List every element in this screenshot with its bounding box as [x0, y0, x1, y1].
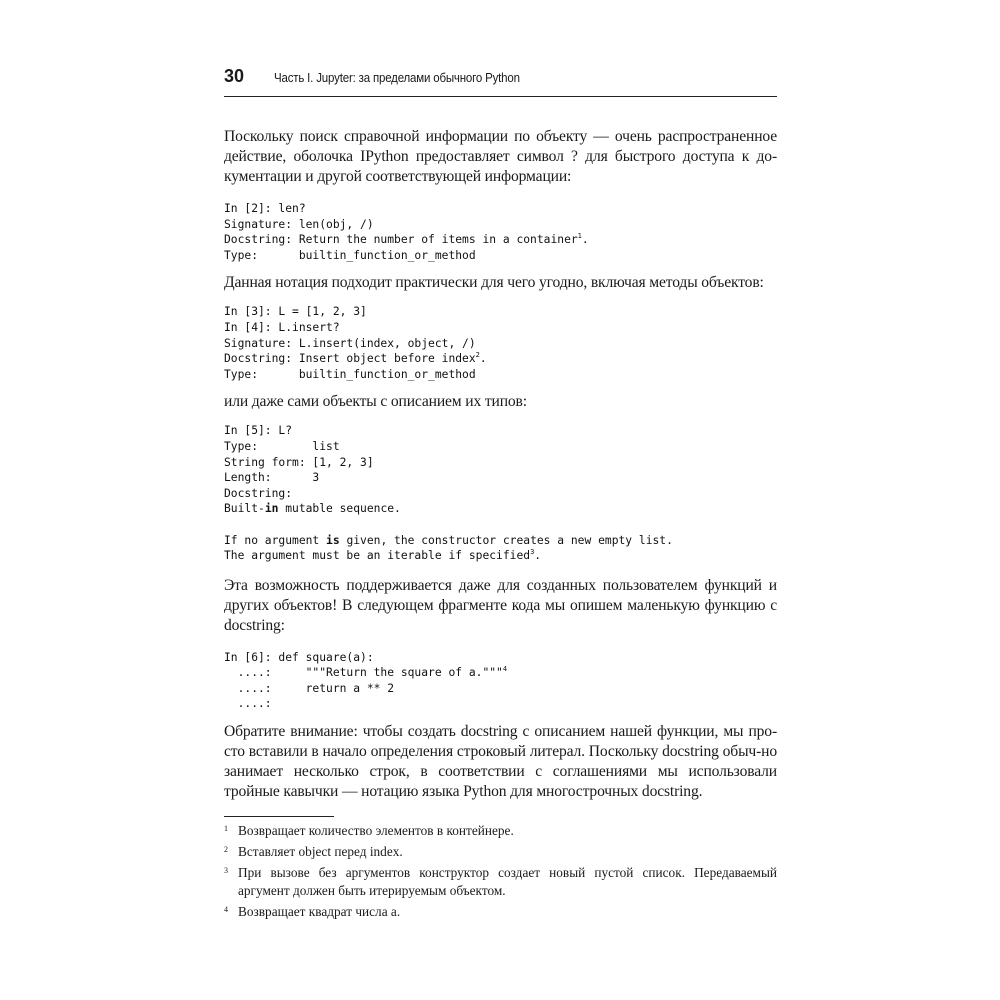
code-line: Docstring: Insert object before index [224, 352, 476, 366]
code-keyword: in [264, 502, 279, 516]
code-line: given, the constructor creates a new empty list. [339, 533, 673, 547]
page-number: 30 [224, 66, 245, 86]
code-block-square [224, 650, 777, 712]
paragraph-objects: или даже сами объекты с описанием их типов: [224, 393, 527, 411]
footnote-ref: 3 [530, 548, 535, 557]
code-line: ....: [224, 697, 272, 711]
footnote-mark: 3 [224, 866, 228, 876]
code-keyword: is [326, 533, 340, 547]
code-line: Length: 3 [224, 471, 320, 485]
code-line: Type: list [224, 439, 340, 453]
code-line: Signature: L.insert(index, object, /) [224, 336, 476, 350]
footnote-ref: 1 [577, 232, 582, 241]
footnote [224, 864, 777, 900]
code-line: Docstring: [224, 486, 293, 500]
code-line: mutable sequence. [278, 502, 401, 516]
footnotes [224, 822, 777, 921]
code-line: Type: builtin_function_or_method [224, 248, 476, 262]
code-line: Docstring: Return the number of items in a container [224, 233, 578, 247]
footnote-mark: 1 [224, 824, 228, 834]
footnote-mark: 2 [224, 845, 228, 855]
code-tail: . [581, 233, 589, 247]
book-page [224, 66, 777, 921]
footnote-divider [224, 816, 334, 817]
paragraph-user-functions: Эта возможность поддерживается даже для созданных пользователем функций и других объектов! В следующем фрагменте кода мы опишем маленькую функцию с docstring: [224, 576, 777, 634]
code-line: String form: [1, 2, 3] [224, 455, 374, 469]
code-line: In [4]: L.insert? [224, 320, 340, 334]
code-line: Built- [224, 502, 265, 516]
code-line: The argument must be an iterable if specified [224, 549, 531, 563]
code-line: ....: """Return the square of a.""" [224, 666, 503, 680]
code-line: In [2]: len? [224, 202, 306, 215]
footnote-text: При вызове без аргументов конструктор создает новый пустой список. Передаваемый аргумент должен быть итерируемым объектом. [238, 865, 777, 899]
footnote-text: Вставляет object перед index. [238, 844, 403, 860]
paragraph-docstring-note: Обратите внимание: чтобы создать docstring с описанием нашей функции, мы про-сто вставили в начало определения строковый литерал. Поскольку docstring обыч-но занимает несколько строк, в соответствии с соглашениями мы использовали тройные кавычки — нотацию языка Python для многострочных docstring. [224, 723, 777, 801]
paragraph-methods: Данная нотация подходит практически для чего угодно, включая методы объектов: [224, 274, 764, 292]
footnote-ref: 4 [502, 665, 508, 674]
running-head: Часть I. Jupyter: за пределами обычного Python [274, 71, 520, 85]
footnote-mark: 4 [224, 905, 228, 915]
footnote [224, 903, 777, 921]
footnote-ref: 2 [475, 351, 480, 360]
code-block-insert [224, 304, 777, 382]
paragraph-intro: Поскольку поиск справочной информации по объекту — очень распространенное действие, оболочка IPython предоставляет символ ? для быстрого доступа к до-кументации и другой соответствующей информации: [224, 128, 777, 185]
code-line: Signature: len(obj, /) [224, 217, 374, 231]
code-line: In [5]: L? [224, 424, 293, 438]
footnote-text: Возвращает квадрат числа a. [238, 904, 401, 920]
code-tail: . [534, 549, 542, 563]
code-block-list [224, 423, 777, 563]
footnote [224, 843, 777, 861]
footnote [224, 822, 777, 840]
code-line: In [6]: def square(a): [224, 650, 374, 664]
footnote-text: Возвращает количество элементов в контейнере. [238, 823, 514, 839]
code-block-len [224, 201, 777, 263]
code-line: Type: builtin_function_or_method [224, 367, 476, 381]
code-line: In [3]: L = [1, 2, 3] [224, 305, 367, 319]
code-line: ....: return a ** 2 [224, 681, 395, 695]
code-tail: . [479, 352, 487, 366]
page-header [224, 66, 777, 97]
code-line: If no argument [224, 533, 327, 547]
